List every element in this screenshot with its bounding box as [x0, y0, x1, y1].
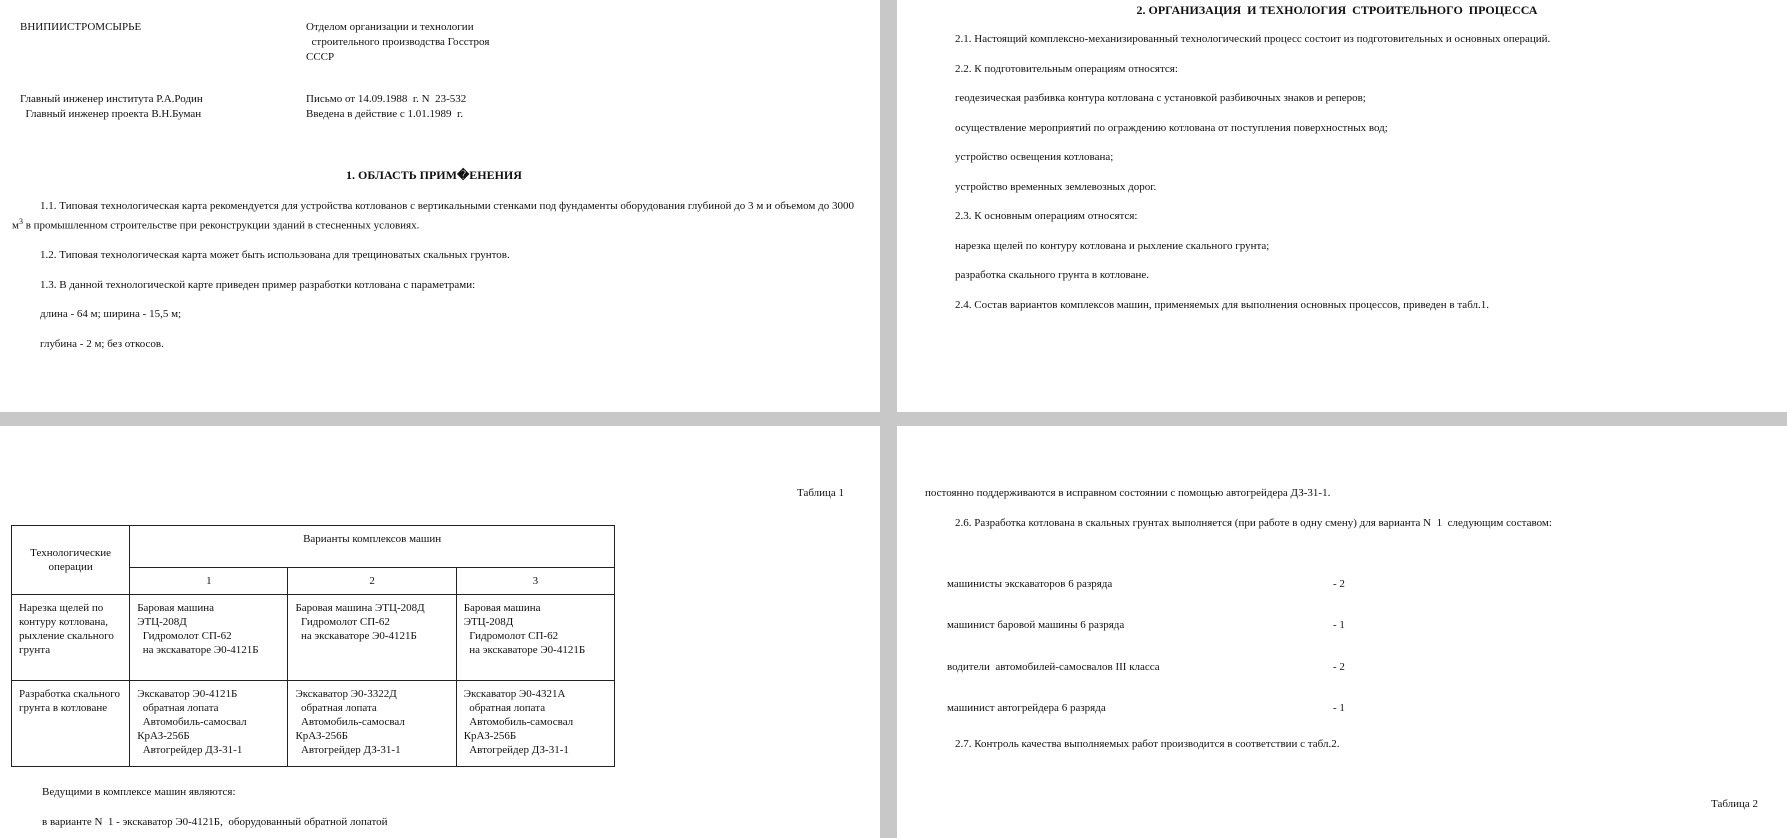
letter-reference: Письмо от 14.09.1988 г. N 23-532 [306, 93, 467, 105]
superscript-3: 3 [18, 217, 23, 226]
machine-cell [288, 595, 456, 681]
cell-line: Баровая машина [463, 602, 541, 614]
cell-line: ЭТЦ-208Д [137, 616, 187, 628]
cell-line: Баровая машина ЭТЦ-208Д [295, 602, 425, 614]
machine-cell [456, 681, 614, 767]
cell-line: Автогрейдер ДЗ-31-1 [137, 744, 243, 756]
variant-number: 2 [288, 568, 456, 595]
cell-line: Гидромолот СП-62 [463, 630, 559, 642]
table-row [12, 681, 615, 767]
lead-machines-text: Ведущими в комплексе машин являются: [42, 786, 236, 798]
crew-count: - 2 [1333, 661, 1345, 673]
effective-date: Введена в действие с 1.01.1989 г. [306, 108, 464, 120]
table-header-row [12, 526, 615, 568]
paragraph-1-1-tail: в промышленном строительстве при реконструкции зданий в стесненных условиях. [22, 219, 420, 232]
list-item-roads: устройство временных землевозных дорог. [955, 181, 1157, 193]
cell-line: Экскаватор Э0-4121Б [137, 688, 238, 700]
cell-line: Гидромолот СП-62 [295, 616, 390, 628]
document-page-3 [0, 426, 880, 838]
table-row [12, 595, 615, 681]
dept-line-2: строительного производства Госстроя [306, 36, 490, 48]
table-1-label: Таблица 1 [797, 487, 845, 499]
cell-line: КрАЗ-256Б [463, 730, 517, 742]
cell-line: КрАЗ-256Б [295, 730, 348, 742]
machine-variants-table [11, 525, 615, 767]
paragraph-2-3: 2.3. К основным операциям относятся: [955, 210, 1138, 222]
cell-line: Экскаватор Э0-4321А [463, 688, 566, 700]
cell-line: КрАЗ-256Б [137, 730, 190, 742]
crew-count: - 2 [1333, 578, 1345, 590]
machine-cell [130, 681, 288, 767]
dimensions-line-2: глубина - 2 м; без откосов. [40, 338, 164, 350]
list-item-lighting: устройство освещения котлована; [955, 151, 1114, 163]
table-2-label: Таблица 2 [1711, 798, 1759, 810]
variant-number: 3 [456, 568, 614, 595]
paragraph-2-6: 2.6. Разработка котлована в скальных грунтах выполняется (при работе в одну смену) для варианта N 1 следующим составом: [955, 517, 1552, 529]
crew-count: - 1 [1333, 702, 1345, 714]
dimensions-line-1: длина - 64 м; ширина - 15,5 м; [40, 308, 182, 320]
crew-role: машинист автогрейдера 6 разряда [947, 702, 1106, 714]
list-item-fencing: осуществление мероприятий по ограждению котлована от поступления поверхностных вод; [955, 122, 1388, 134]
document-page-4 [897, 426, 1787, 838]
header-operations: Технологические операции [12, 526, 130, 595]
cell-line: Автогрейдер ДЗ-31-1 [463, 744, 569, 756]
machine-cell [130, 595, 288, 681]
machine-cell [456, 595, 614, 681]
cell-line: на экскаваторе Э0-4121Б [463, 644, 586, 656]
crew-role: машинист баровой машины 6 разряда [947, 619, 1125, 631]
crew-count: - 1 [1333, 619, 1345, 631]
variant-number: 1 [130, 568, 288, 595]
cell-line: обратная лопата [137, 702, 219, 714]
paragraph-1-2: 1.2. Типовая технологическая карта может быть использована для трещиноватых скальных грунтов. [40, 249, 510, 261]
crew-role: машинисты экскаваторов 6 разряда [947, 578, 1113, 590]
cell-line: Гидромолот СП-62 [137, 630, 232, 642]
dept-line-1: Отделом организации и технологии [306, 21, 474, 33]
org-name: ВНИПИИСТРОМСЫРЬЕ [20, 21, 142, 33]
paragraph-1-3: 1.3. В данной технологической карте приведен пример разработки котлована с параметрами: [40, 279, 476, 291]
paragraph-2-2: 2.2. К подготовительным операциям относятся: [955, 63, 1178, 75]
cell-line: обратная лопата [295, 702, 377, 714]
cell-line: обратная лопата [463, 702, 546, 714]
header-variants: Варианты комплексов машин [130, 526, 615, 568]
cell-line: Автогрейдер ДЗ-31-1 [295, 744, 401, 756]
cell-line: Экскаватор Э0-3322Д [295, 688, 397, 700]
cell-line: Автомобиль-самосвал [137, 716, 247, 728]
section-title-2: 2. ОРГАНИЗАЦИЯ И ТЕХНОЛОГИЯ СТРОИТЕЛЬНОГО ПРОЦЕССА [1136, 3, 1538, 17]
document-page-2 [897, 0, 1787, 412]
variant-1-text: в варианте N 1 - экскаватор Э0-4121Б, оборудованный обратной лопатой [42, 816, 388, 828]
operation-cell: Разработка скального грунта в котловане [12, 681, 130, 767]
list-item-slots: нарезка щелей по контуру котлована и рыхление скального грунта; [955, 240, 1270, 252]
chief-engineer-project: Главный инженер проекта В.Н.Буман [20, 108, 202, 120]
cell-line: на экскаваторе Э0-4121Б [295, 630, 417, 642]
cell-line: Автомобиль-самосвал [463, 716, 574, 728]
list-item-geodesy: геодезическая разбивка контура котлована с установкой разбивочных знаков и реперов; [955, 92, 1366, 104]
paragraph-2-4: 2.4. Состав вариантов комплексов машин, применяемых для выполнения основных процессов, приведен в табл.1. [955, 299, 1490, 311]
section-title-1: 1. ОБЛАСТЬ ПРИМ�ЕНЕНИЯ [346, 168, 522, 182]
paragraph-1-1-text: 1.1. Типовая технологическая карта рекомендуется для устройства котлованов с вертикальными стенками под фундаменты оборудования глубиной до 3 м и объемом до 3000 м [12, 200, 854, 232]
operation-cell: Нарезка щелей по контуру котлована, рыхление скального грунта [12, 595, 130, 681]
paragraph-2-1: 2.1. Настоящий комплексно-механизированный технологический процесс состоит из подготовительных и основных операций. [955, 33, 1551, 45]
chief-engineer-institute: Главный инженер института Р.А.Родин [20, 93, 203, 105]
cell-line: Баровая машина [137, 602, 215, 614]
paragraph-2-7: 2.7. Контроль качества выполняемых работ производится в соответствии с табл.2. [955, 738, 1340, 750]
document-page-1 [0, 0, 880, 412]
cell-line: ЭТЦ-208Д [463, 616, 514, 628]
cell-line: Автомобиль-самосвал [295, 716, 405, 728]
crew-role: водители автомобилей-самосвалов III класса [947, 661, 1160, 673]
machine-cell [288, 681, 456, 767]
list-item-excavation: разработка скального грунта в котловане. [955, 269, 1149, 281]
dept-line-3: СССР [306, 51, 335, 63]
continuation-line: постоянно поддерживаются в исправном состоянии с помощью автогрейдера ДЗ-31-1. [925, 487, 1331, 499]
paragraph-1-1 [12, 198, 854, 234]
cell-line: на экскаваторе Э0-4121Б [137, 644, 259, 656]
